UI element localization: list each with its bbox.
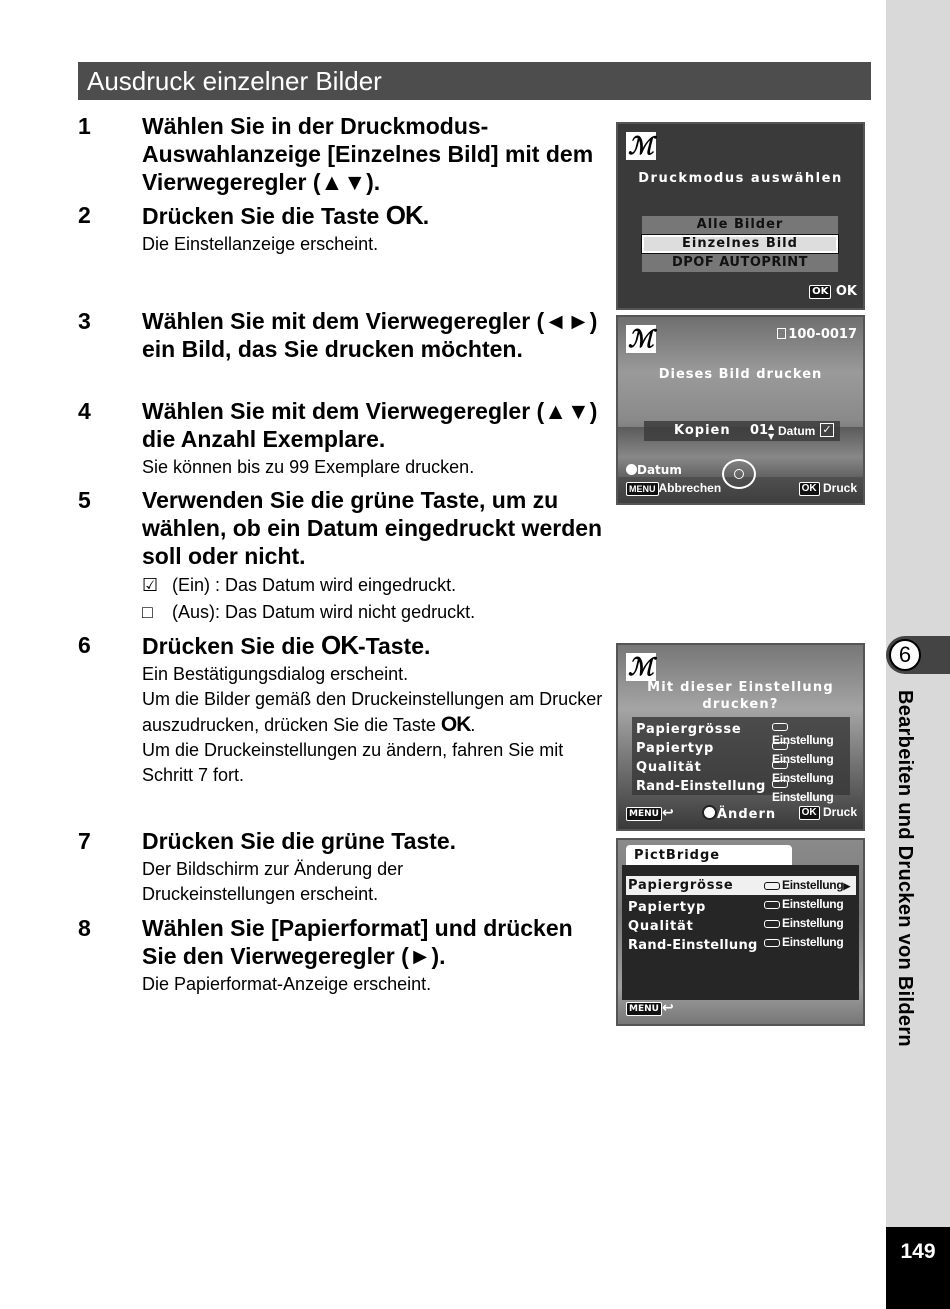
- pictbridge-icon: ℳ: [626, 325, 656, 353]
- date-label: Datum: [778, 424, 816, 438]
- camera-screen-print-mode: [616, 122, 865, 310]
- setting-value-text: Einstellung: [782, 897, 844, 911]
- print-hint[interactable]: [799, 805, 857, 820]
- camera-screen-confirm-print: [616, 643, 865, 831]
- menu-chip-icon: MENU: [626, 482, 659, 496]
- menu-option[interactable]: Alle Bilder: [642, 216, 838, 234]
- ok-chip-icon: OK: [799, 482, 820, 496]
- step-heading-text: Drücken Sie die Taste: [142, 203, 386, 229]
- step-description: Sie können bis zu 99 Exemplare drucken.: [142, 457, 475, 477]
- copies-row[interactable]: [644, 421, 840, 441]
- arrow-right-icon: ▶: [843, 881, 850, 891]
- step-description-text: Um die Bilder gemäß den Druckeinstellungen am Drucker auszudrucken, drücken Sie die Taste: [142, 689, 603, 735]
- step-description-text: .: [470, 715, 476, 735]
- step-3: [78, 307, 603, 363]
- step-6: [78, 631, 603, 788]
- step-description: Die Einstellanzeige erscheint.: [142, 234, 379, 254]
- step-heading: Wählen Sie mit dem Vierwegeregler (▲▼) die Anzahl Exemplare.: [142, 398, 598, 452]
- setting-value: [772, 776, 850, 804]
- settings-row[interactable]: [628, 934, 856, 953]
- step-1: [78, 112, 603, 196]
- step-heading: Verwenden Sie die grüne Taste, um zu wählen, ob ein Datum eingedruckt werden soll oder nicht.: [142, 487, 603, 569]
- settings-row[interactable]: [636, 775, 850, 804]
- step-4: [78, 397, 603, 480]
- printer-icon: [764, 939, 780, 947]
- setting-value-text: Einstellung: [782, 916, 844, 930]
- pictbridge-icon: ℳ: [626, 132, 656, 160]
- settings-row[interactable]: [636, 718, 850, 747]
- step-heading-text: -Taste.: [357, 633, 431, 659]
- screen-title: [618, 679, 863, 713]
- printer-icon: [772, 761, 788, 769]
- back-hint[interactable]: [626, 805, 674, 821]
- back-arrow-icon: ↩: [661, 805, 674, 821]
- setting-label: Papiertyp: [628, 900, 707, 915]
- camera-screen-pictbridge-settings: [616, 838, 865, 1026]
- green-button-icon: [626, 464, 637, 475]
- screen-title-line: drucken?: [702, 697, 779, 712]
- copies-label: Kopien: [674, 423, 731, 438]
- setting-value: [764, 916, 843, 930]
- setting-value-text: Einstellung: [772, 752, 834, 766]
- step-heading: Wählen Sie in der Druckmodus-Auswahlanzeige [Einzelnes Bild] mit dem Vierwegeregler (▲▼).: [142, 113, 594, 195]
- option-text: (Aus): Das Datum wird nicht gedruckt.: [172, 602, 476, 622]
- step-2: [78, 201, 603, 257]
- setting-value-text: Einstellung: [782, 878, 844, 892]
- print-label: Druck: [822, 481, 857, 495]
- section-title: Ausdruck einzelner Bilder: [78, 62, 871, 100]
- checkbox-checked-icon: ☑: [142, 575, 159, 595]
- settings-row[interactable]: [636, 737, 850, 766]
- step-heading-text: Drücken Sie die: [142, 633, 321, 659]
- step-description: Der Bildschirm zur Änderung der Druckeinstellungen erscheint.: [142, 859, 404, 904]
- screen-title: Dieses Bild drucken: [658, 367, 823, 382]
- change-hint[interactable]: [702, 805, 776, 822]
- checkbox-empty-icon: □: [142, 602, 153, 622]
- chapter-title: Bearbeiten und Drucken von Bildern: [894, 690, 916, 1047]
- setting-value-text: Einstellung: [772, 733, 834, 747]
- printer-icon: [764, 901, 780, 909]
- setting-label: Qualität: [636, 760, 702, 775]
- page-number: 149: [886, 1227, 950, 1309]
- setting-value-text: Einstellung: [782, 935, 844, 949]
- settings-row[interactable]: [628, 896, 856, 915]
- step-number: 5: [78, 487, 91, 513]
- setting-label: Papiergrösse: [628, 878, 734, 893]
- step-number: 8: [78, 915, 91, 941]
- tab-pictbridge[interactable]: PictBridge: [626, 845, 792, 865]
- ok-hint: [809, 284, 857, 299]
- step-number: 3: [78, 308, 91, 334]
- step-heading: Drücken Sie die grüne Taste.: [142, 828, 457, 854]
- menu-option-selected[interactable]: Einzelnes Bild: [642, 235, 838, 253]
- step-number: 1: [78, 113, 91, 139]
- ok-button-symbol: OK: [385, 200, 423, 230]
- step-number: 2: [78, 202, 91, 228]
- change-label: Ändern: [717, 807, 777, 822]
- ok-chip-icon: OK: [799, 806, 820, 820]
- printer-icon: [764, 920, 780, 928]
- printer-icon: [772, 780, 788, 788]
- file-number-text: 100-0017: [788, 327, 857, 342]
- option-date-on: [142, 572, 603, 599]
- ok-button-symbol: OK: [320, 630, 358, 660]
- step-heading-text: .: [422, 203, 430, 229]
- printer-icon: [772, 742, 788, 750]
- ok-hint-label: OK: [835, 284, 857, 299]
- up-down-icon: ▲ ▼: [768, 422, 775, 441]
- ok-button-symbol: OK: [440, 713, 471, 736]
- option-text: (Ein) : Das Datum wird eingedruckt.: [172, 575, 457, 595]
- pictbridge-icon: ℳ: [626, 653, 656, 681]
- back-arrow-icon: ↩: [661, 1000, 674, 1016]
- checkbox-checked-icon[interactable]: ✓: [820, 423, 834, 437]
- step-heading: Wählen Sie [Papierformat] und drücken Sie den Vierwegeregler (►).: [142, 915, 573, 969]
- menu-option[interactable]: DPOF AUTOPRINT: [642, 254, 838, 272]
- four-way-controller-icon: [722, 459, 756, 489]
- menu-chip-icon: MENU: [626, 1002, 662, 1016]
- datum-green-button-hint[interactable]: [626, 463, 682, 477]
- settings-list: [632, 717, 850, 804]
- camera-screen-single-print: [616, 315, 865, 505]
- step-number: 4: [78, 398, 91, 424]
- step-heading: [142, 631, 603, 660]
- step-number: 6: [78, 632, 91, 658]
- menu-chip-icon: MENU: [626, 807, 662, 821]
- step-heading: Wählen Sie mit dem Vierwegeregler (◄►) ein Bild, das Sie drucken möchten.: [142, 308, 598, 362]
- setting-value-text: Einstellung: [772, 771, 834, 785]
- print-label: Druck: [822, 805, 857, 819]
- print-hint[interactable]: [799, 481, 857, 496]
- back-hint[interactable]: [626, 1000, 674, 1016]
- settings-row[interactable]: [628, 915, 856, 934]
- cancel-hint[interactable]: [626, 481, 721, 496]
- step-7: [78, 827, 603, 907]
- setting-value: [764, 935, 843, 949]
- setting-label: Rand-Einstellung: [636, 779, 766, 794]
- setting-label: Rand-Einstellung: [628, 938, 758, 953]
- printer-icon: [764, 882, 780, 890]
- chapter-number: 6: [889, 639, 921, 671]
- screen-title: Druckmodus auswählen: [638, 171, 843, 186]
- step-number: 7: [78, 828, 91, 854]
- settings-row[interactable]: [636, 756, 850, 785]
- green-button-icon: [702, 805, 717, 820]
- screen-title-line: Mit dieser Einstellung: [647, 680, 834, 695]
- cancel-label: Abbrechen: [658, 481, 722, 495]
- datum-button-label: Datum: [637, 463, 682, 477]
- copies-value: 01: [750, 423, 769, 438]
- step-description: Die Papierformat-Anzeige erscheint.: [142, 974, 432, 994]
- option-date-off: [142, 599, 603, 626]
- file-number: [777, 327, 857, 342]
- step-5: [78, 486, 603, 626]
- step-8: [78, 914, 603, 997]
- setting-label: Papiergrösse: [636, 722, 742, 737]
- ok-chip-icon: OK: [809, 285, 831, 299]
- setting-label: Papiertyp: [636, 741, 715, 756]
- step-heading: [142, 201, 603, 230]
- setting-label: Qualität: [628, 919, 694, 934]
- settings-row-selected[interactable]: [626, 876, 856, 895]
- printer-icon: [772, 723, 788, 731]
- step-description: [142, 687, 603, 738]
- setting-value-text: Einstellung: [772, 790, 834, 804]
- file-icon: [777, 328, 786, 339]
- step-description: Um die Druckeinstellungen zu ändern, fahren Sie mit Schritt 7 fort.: [142, 740, 564, 785]
- step-description: Ein Bestätigungsdialog erscheint.: [142, 664, 409, 684]
- setting-value: [764, 878, 850, 892]
- setting-value: [764, 897, 843, 911]
